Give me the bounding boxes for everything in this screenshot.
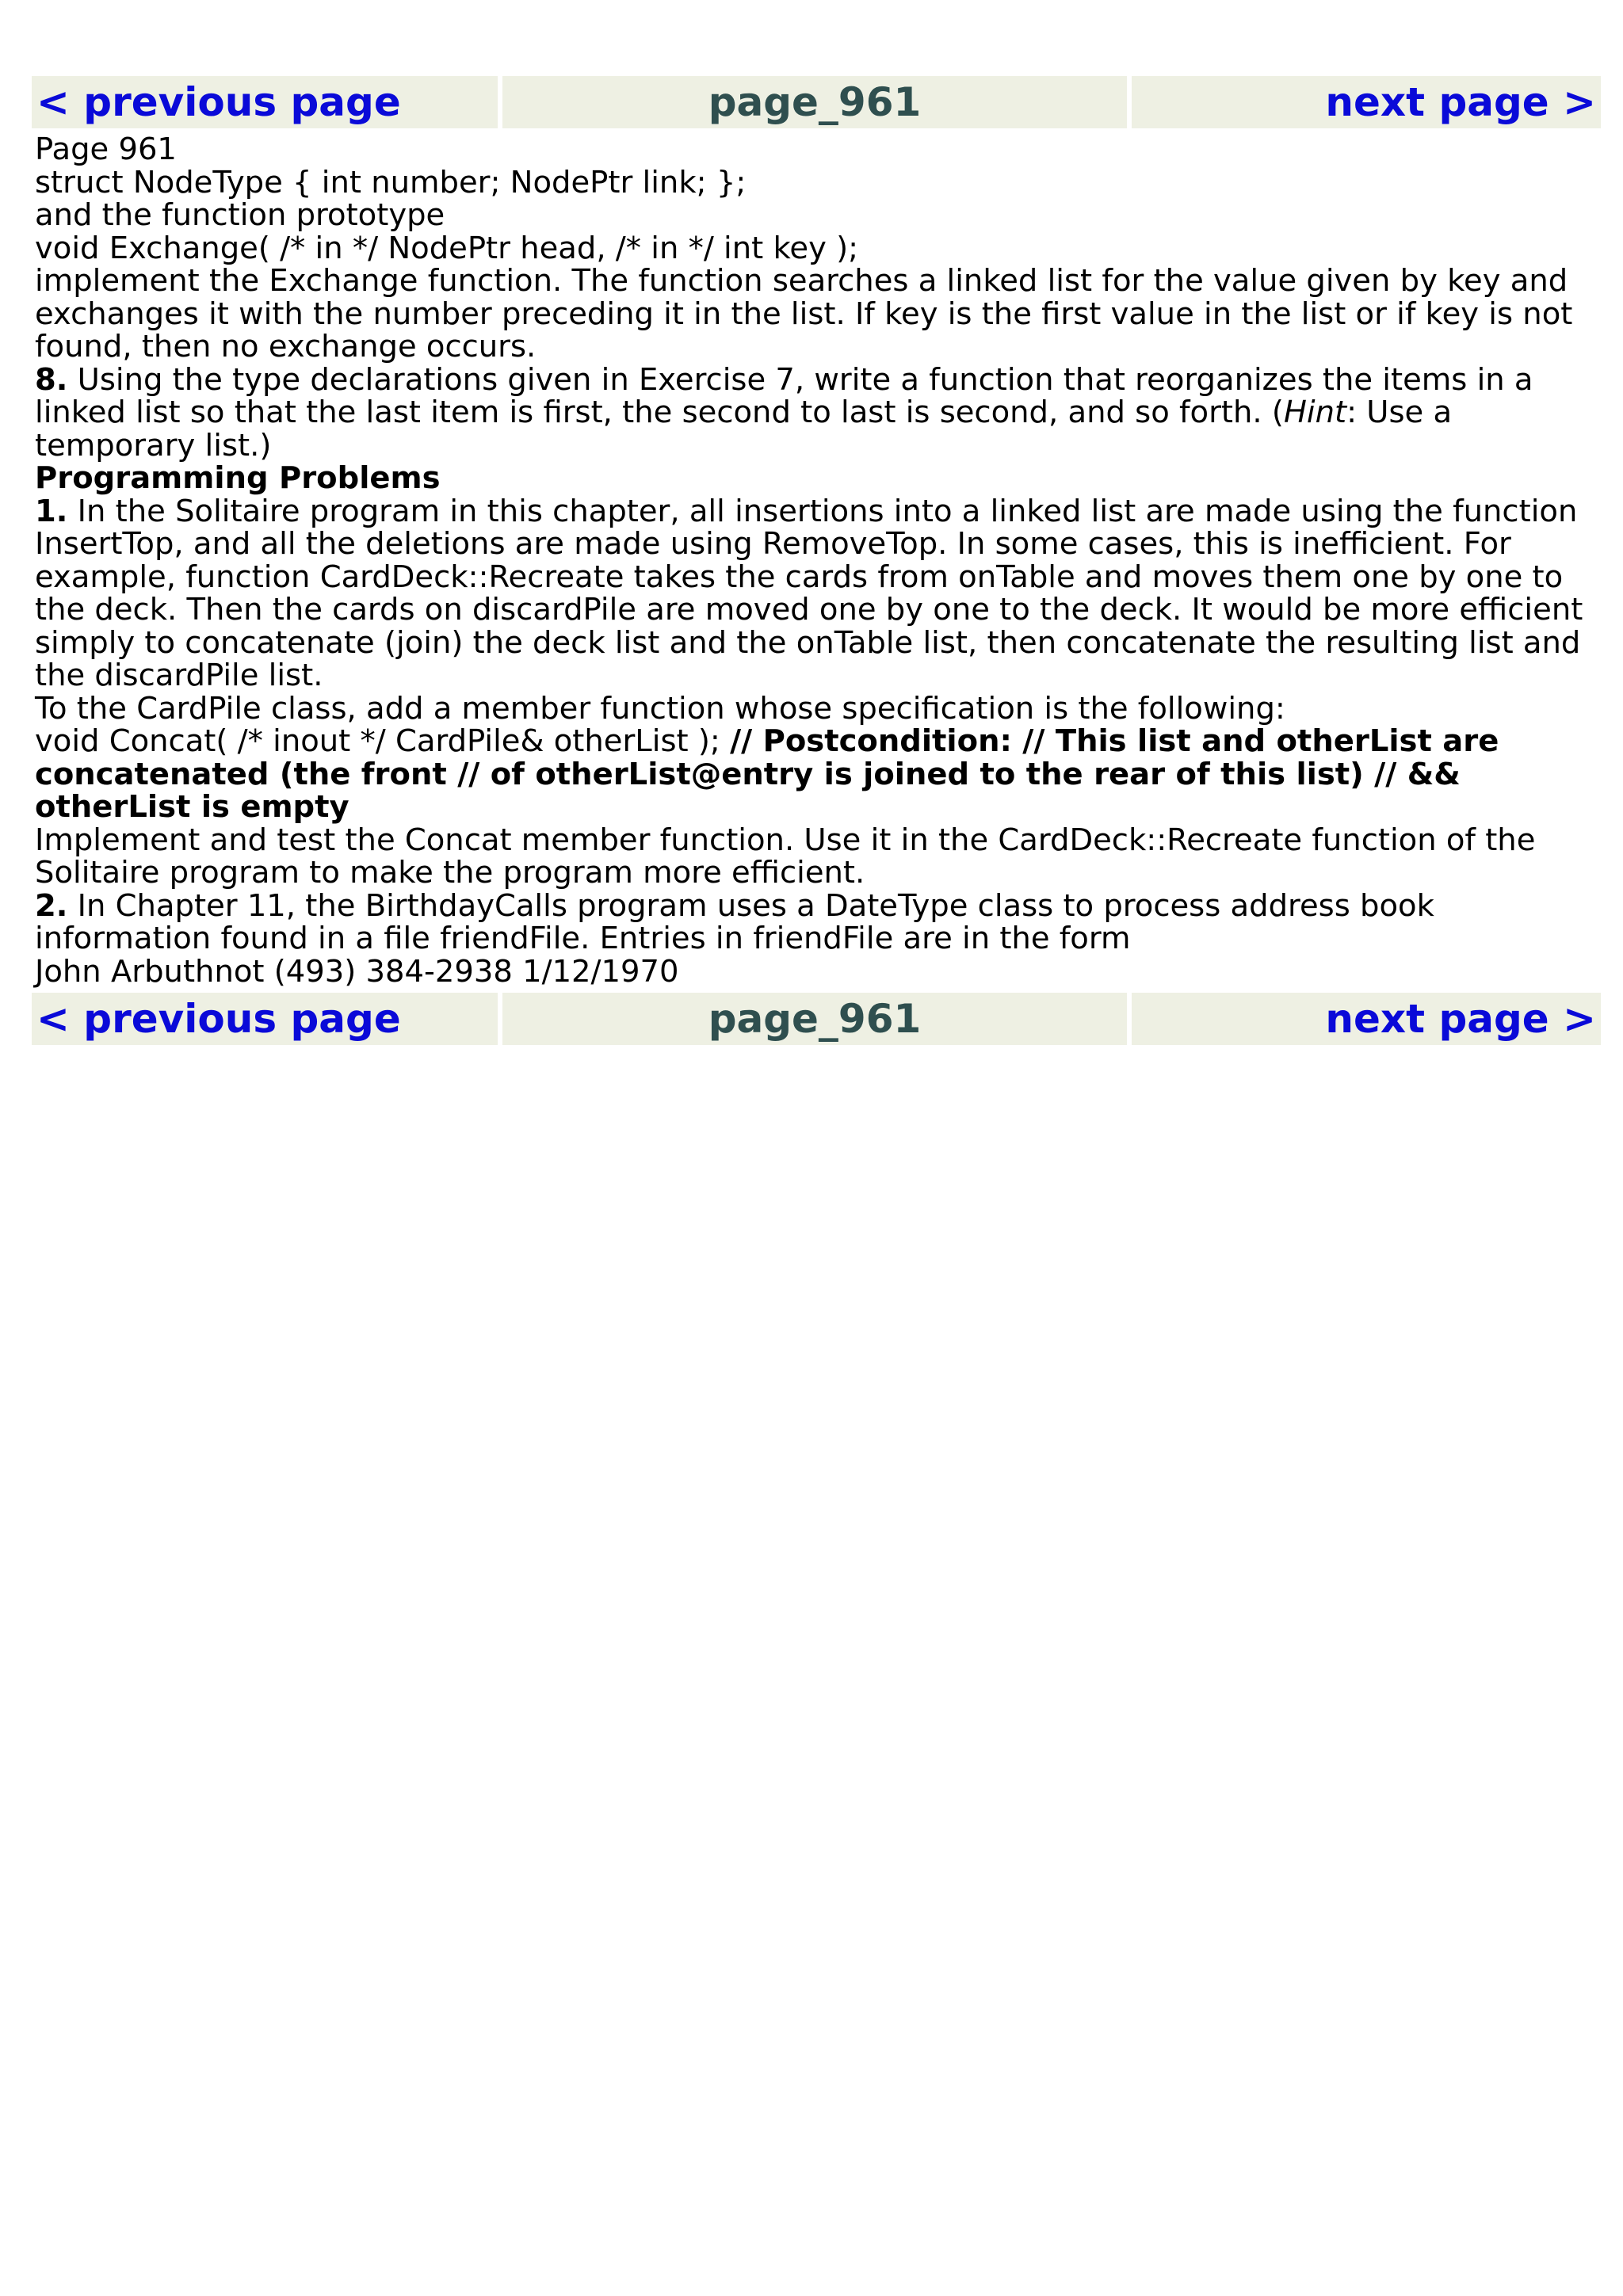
problem-2-text: In Chapter 11, the BirthdayCalls program uses a DateType class to process address book information found in a file friendFile. Entries in friendFile are in the form bbox=[35, 887, 1434, 956]
exercise-8-hint: Hint bbox=[1283, 395, 1347, 430]
bottom-next-cell bbox=[1132, 993, 1601, 1045]
bottom-navigation-bar bbox=[32, 993, 1601, 1045]
struct-declaration: struct NodeType { int number; NodePtr link; }; bbox=[35, 164, 747, 200]
problem-1-text: In the Solitaire program in this chapter, all insertions into a linked list are made using the function InsertTop, and all the deletions are made using RemoveTop. In some cases, this is inefficient. For example, function CardDeck::Recreate takes the cards from onTable and moves them one by one to the deck. Then the cards on discardPile are moved one by one to the deck. It would be more efficient simply to concatenate (join) the deck list and the onTable list, then concatenate the resulting list and the discardPile list. bbox=[35, 493, 1583, 693]
page-number-text: Page 961 bbox=[35, 132, 177, 167]
exchange-prototype: void Exchange( /* in */ NodePtr head, /* in */ int key ); bbox=[35, 230, 859, 266]
top-page-indicator: page_961 bbox=[502, 76, 1127, 128]
problem-2-number: 2. bbox=[35, 887, 68, 924]
problem-1-number: 1. bbox=[35, 493, 68, 529]
bottom-previous-page-link[interactable]: < previous page bbox=[36, 996, 401, 1042]
sample-entry: John Arbuthnot (493) 384-2938 1/12/1970 bbox=[35, 953, 679, 990]
problem-2 bbox=[35, 887, 1598, 956]
concat-specification bbox=[35, 725, 1598, 824]
page-content bbox=[32, 128, 1601, 993]
bottom-page-indicator: page_961 bbox=[502, 993, 1127, 1045]
exchange-description: implement the Exchange function. The function searches a linked list for the value given by key and exchanges it with the number preceding it in the list. If key is the first value in the list or if key is not found, then no exchange occurs. bbox=[35, 263, 1573, 364]
prototype-intro: and the function prototype bbox=[35, 197, 445, 233]
top-prev-cell bbox=[32, 76, 498, 128]
concat-implementation: Implement and test the Concat member function. Use it in the CardDeck::Recreate function of the Solitaire program to make the program more efficient. bbox=[35, 822, 1536, 891]
concat-prototype: void Concat( /* inout */ CardPile& otherList ); bbox=[35, 723, 731, 759]
bottom-prev-cell bbox=[32, 993, 498, 1045]
exercise-8-text-a: Using the type declarations given in Exercise 7, write a function that reorganizes the items in a linked list so that the last item is first, the second to last is second, and so forth. ( bbox=[35, 361, 1533, 430]
top-navigation-bar bbox=[32, 76, 1601, 128]
problem-1 bbox=[35, 495, 1598, 692]
cardpile-intro: To the CardPile class, add a member function whose specification is the following: bbox=[35, 690, 1285, 727]
page-container bbox=[32, 76, 1601, 1045]
exercise-8-text-b: : Use a temporary list.) bbox=[35, 395, 1453, 463]
top-next-cell bbox=[1132, 76, 1601, 128]
exercise-8 bbox=[35, 361, 1598, 463]
concat-postcondition: // Postcondition: // This list and otherList are concatenated (the front // of otherList@entry is joined to the rear of this list) // && otherList is empty bbox=[35, 723, 1499, 825]
top-next-page-link[interactable]: next page > bbox=[1325, 79, 1596, 125]
top-previous-page-link[interactable]: < previous page bbox=[36, 79, 401, 125]
programming-problems-heading bbox=[35, 462, 1598, 495]
exercise-8-number: 8. bbox=[35, 361, 68, 398]
programming-problems-heading-text: Programming Problems bbox=[35, 460, 441, 496]
bottom-next-page-link[interactable]: next page > bbox=[1325, 996, 1596, 1042]
